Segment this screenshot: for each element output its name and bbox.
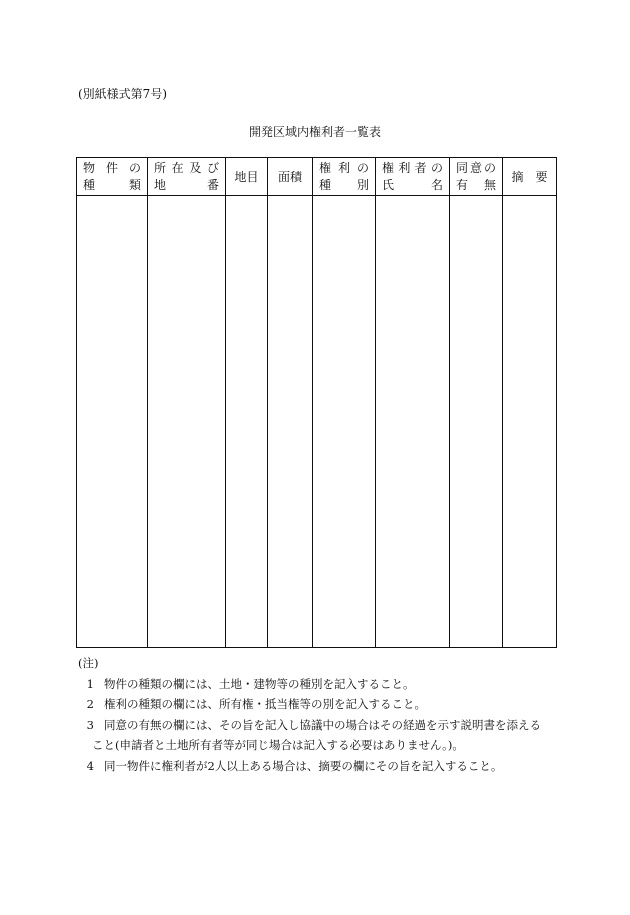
column-right-type xyxy=(313,158,376,647)
header-property-type: 物 件 の 種 類 xyxy=(77,158,147,196)
column-property-type xyxy=(77,158,148,647)
cell-location[interactable] xyxy=(148,196,225,647)
note-item: 4 同一物件に権利者が2人以上ある場合は、摘要の欄にその旨を記入すること。 xyxy=(86,758,503,773)
column-land-category xyxy=(226,158,268,647)
form-number: (別紙様式第7号) xyxy=(78,87,167,101)
header-consent: 同 意 の 有 無 xyxy=(450,158,502,196)
cell-holder-name[interactable] xyxy=(376,196,449,647)
column-consent xyxy=(450,158,503,647)
note-item-continuation: こと(申請者と土地所有者等が同じ場合は記入する必要はありません。)。 xyxy=(92,738,464,752)
notes-label: (注) xyxy=(78,656,99,670)
header-land-category: 地目 xyxy=(226,158,267,196)
cell-area[interactable] xyxy=(268,196,312,647)
note-item: 3 同意の有無の欄には、その旨を記入し協議中の場合はその経過を示す説明書を添える xyxy=(86,717,541,732)
header-right-type: 権 利 の 種 別 xyxy=(313,158,375,196)
rights-holder-table xyxy=(76,157,557,648)
column-location xyxy=(148,158,226,647)
column-holder-name xyxy=(376,158,450,647)
header-location: 所 在 及 び 地 番 xyxy=(148,158,225,196)
note-item: 2 権利の種類の欄には、所有権・抵当権等の別を記入すること。 xyxy=(86,697,426,711)
cell-remarks[interactable] xyxy=(503,196,556,647)
column-remarks xyxy=(503,158,556,647)
note-item: 1 物件の種類の欄には、土地・建物等の種別を記入すること。 xyxy=(86,676,415,691)
header-holder-name: 権 利 者 の 氏 名 xyxy=(376,158,449,196)
column-area xyxy=(268,158,313,647)
cell-land-category[interactable] xyxy=(226,196,267,647)
cell-right-type[interactable] xyxy=(313,196,375,647)
notes xyxy=(78,653,541,776)
header-remarks: 摘 要 xyxy=(503,158,556,196)
document-title: 開発区域内権利者一覧表 xyxy=(248,125,381,139)
cell-property-type[interactable] xyxy=(77,196,147,647)
header-area: 面積 xyxy=(268,158,312,196)
cell-consent[interactable] xyxy=(450,196,502,647)
